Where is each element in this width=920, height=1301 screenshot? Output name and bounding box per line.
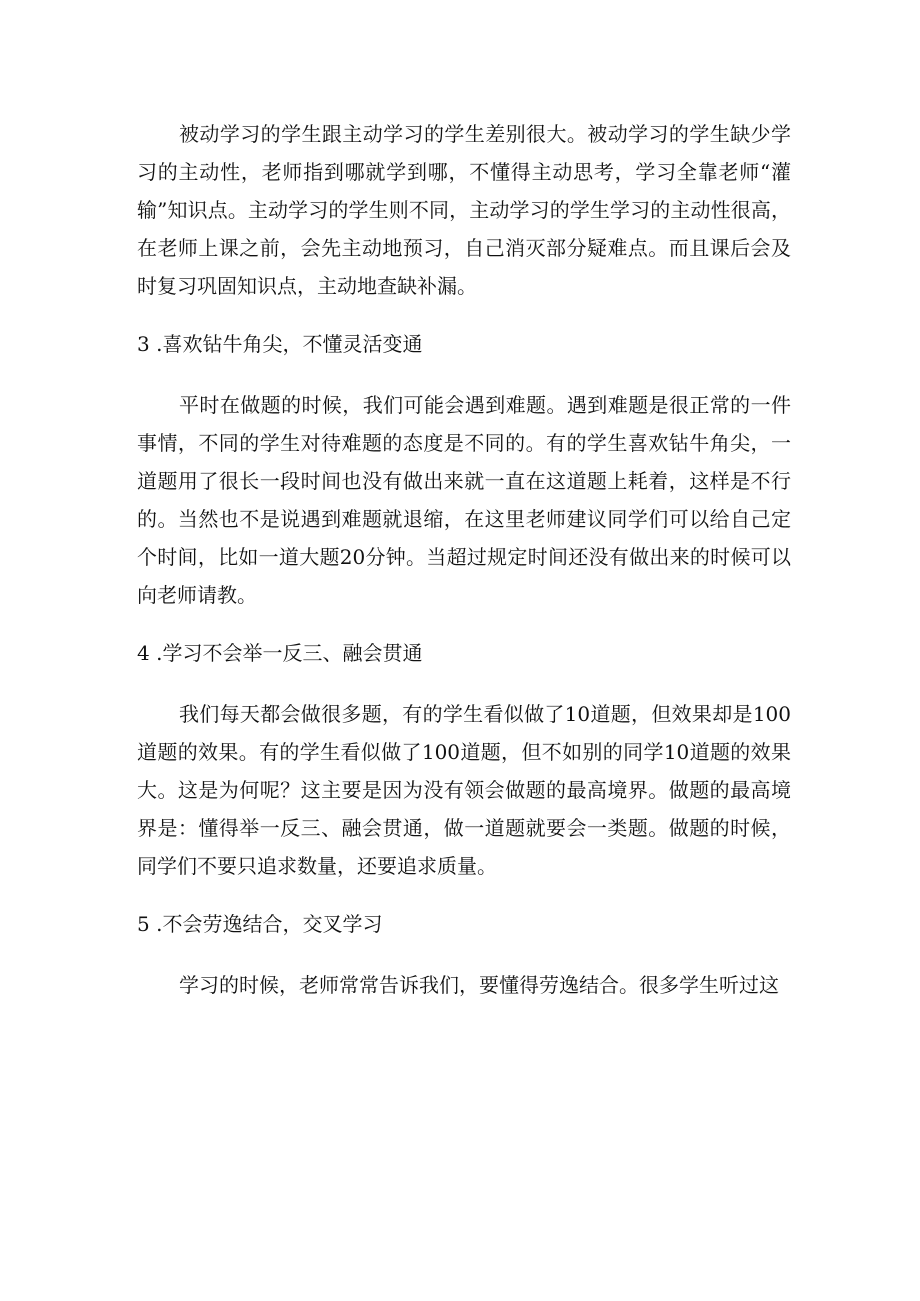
heading-4: 4 .学习不会举一反三、融会贯通 — [137, 641, 423, 665]
paragraph-passive-learning: 被动学习的学生跟主动学习的学生差别很大。被动学习的学生缺少学习的主动性，老师指到哪就学到哪，不懂得主动思考，学习全靠老师“灌输”知识点。主动学习的学生则不同，主动学习的学生学习的主动性很高，在老师上课之前，会先主动地预习，自己消灭部分疑难点。而且课后会及时复习巩固知识点，主动地查缺补漏。 — [137, 122, 791, 298]
paragraph-hard-problems: 平时在做题的时候，我们可能会遇到难题。遇到难题是很正常的一件事情，不同的学生对待难题的态度是不同的。有的学生喜欢钻牛角尖，一道题用了很长一段时间也没有做出来就一直在这道题上耗着，这样是不行的。当然也不是说遇到难题就退缩，在这里老师建议同学们可以给自己定个时间，比如一道大题20分钟。当超过规定时间还没有做出来的时候可以向老师请教。 — [137, 393, 791, 607]
paragraph-practice-quality: 我们每天都会做很多题，有的学生看似做了10道题，但效果却是100道题的效果。有的学生看似做了100道题，但不如别的同学10道题的效果大。这是为何呢？这主要是因为没有领会做题的最高境界。做题的最高境界是：懂得举一反三、融会贯通，做一道题就要会一类题。做题的时候，同学们不要只追求数量，还要追求质量。 — [137, 702, 791, 878]
spacer — [137, 614, 791, 634]
heading-5: 5 .不会劳逸结合，交叉学习 — [137, 912, 383, 936]
spacer — [137, 943, 791, 966]
paragraph-work-rest-balance: 学习的时候，老师常常告诉我们，要懂得劳逸结合。很多学生听过这 — [179, 973, 779, 997]
spacer — [137, 885, 791, 905]
document-body — [137, 115, 791, 1004]
spacer — [137, 363, 791, 386]
spacer — [137, 305, 791, 325]
heading-3: 3 .喜欢钻牛角尖，不懂灵活变通 — [137, 332, 423, 356]
spacer — [137, 672, 791, 695]
